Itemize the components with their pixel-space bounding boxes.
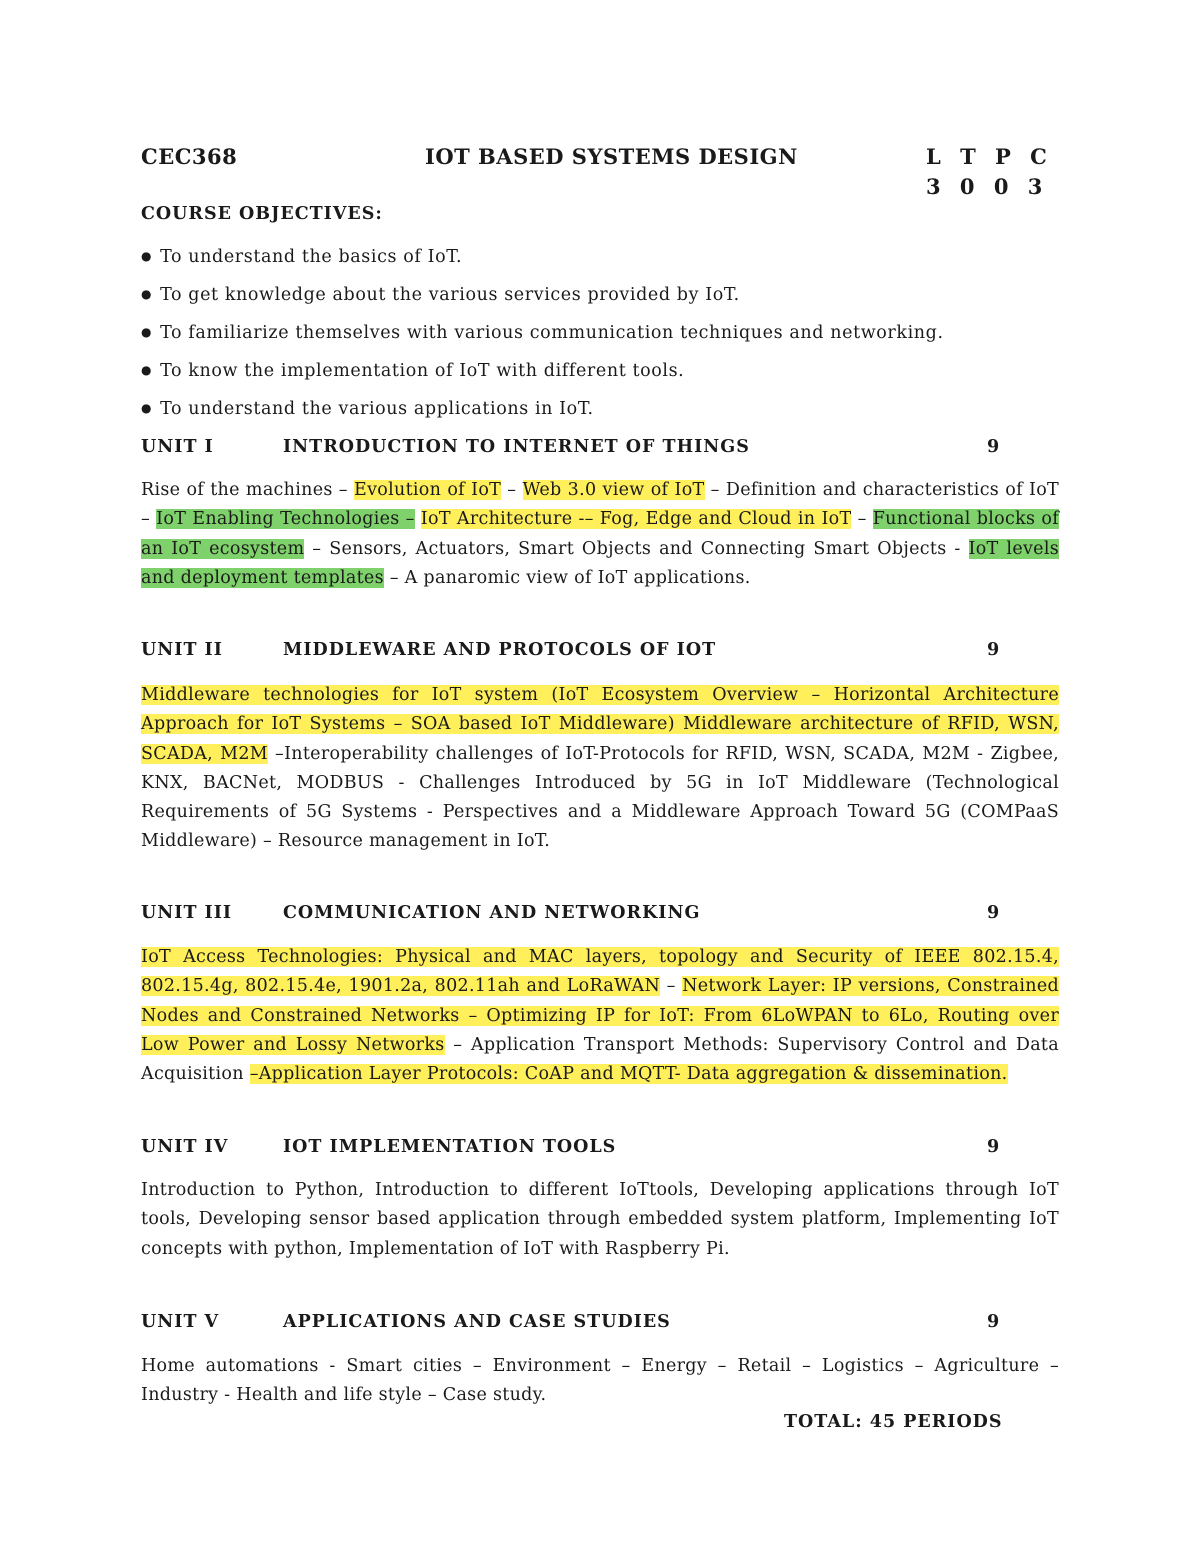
objective-text: To familiarize themselves with various communication techniques and networking. [160,323,944,343]
highlight-yellow: Network Layer: IP versions, Constrained Nodes and Constrained Networks – Optimizing IP for IoT: From 6LoWPAN to 6Lo, Routing over Low Power and Lossy Networks [141,976,1060,1055]
total-periods: TOTAL: 45 PERIODS [784,1412,1003,1432]
text-segment: – A panaromic view of IoT applications. [383,567,751,588]
course-code: CEC368 [141,144,238,169]
unit-number: UNIT I [141,437,214,457]
unit-1-content [141,476,1059,593]
text-segment: Introduction to Python, Introduction to different IoTtools, Developing applications through IoT tools, Developing sensor based application through embedded system platform, Implementing IoT concepts with python, Implementation of IoT with Raspberry Pi. [141,1180,1059,1259]
highlight-yellow: Evolution of IoT [354,480,502,500]
bullet-icon: ● [141,401,153,415]
highlight-yellow: IoT Access Technologies: Physical and MAC layers, topology and Security of IEEE 802.15.4, 802.15.4g, 802.15.4e, 1901.2a, 802.11ah and LoRaWAN [141,947,1059,997]
unit-hours: 9 [987,1312,1001,1332]
unit-hours: 9 [987,1137,1001,1157]
bullet-icon: ● [141,363,153,377]
objective-text: To get knowledge about the various services provided by IoT. [160,285,740,305]
unit-hours: 9 [987,903,1001,923]
text-segment: – Definition and characteristics of IoT – [141,480,1060,530]
objective-text: To know the implementation of IoT with different tools. [160,361,685,381]
bullet-icon: ● [141,249,153,263]
text-segment [415,509,421,529]
unit-title: MIDDLEWARE AND PROTOCOLS OF IOT [283,640,717,660]
text-segment: –Interoperability challenges of IoT-Protocols for RFID, WSN, SCADA, M2M - Zigbee, KNX, BACNet, MODBUS - Challenges Introduced by 5G in IoT Middleware (Technological Requirements of 5G Systems - Perspectives and a Middleware Approach Toward 5G (COMPaaS Middleware) – Resource management in IoT. [141,743,1059,852]
text-segment: – [501,480,523,500]
highlight-yellow: IoT Architecture -– Fog, Edge and Cloud in IoT [420,509,852,530]
text-segment: – Sensors, Actuators, Smart Objects and Connecting Smart Objects - [304,538,969,559]
text-segment: – [660,976,683,997]
unit-4-content [141,1176,1059,1264]
text-segment: – [851,509,873,530]
unit-number: UNIT IV [141,1137,229,1157]
ltpc-values: 3 0 0 3 [926,174,1049,199]
objective-item [141,399,594,419]
unit-number: UNIT II [141,640,223,660]
unit-3-content [141,943,1059,1089]
objective-item [141,285,740,305]
text-segment: Rise of the machines – [141,480,354,500]
highlight-yellow: Middleware technologies for IoT system (IoT Ecosystem Overview – Horizontal Architecture Approach for IoT Systems – SOA based IoT Middleware) Middleware architecture of RFID, WSN, SCADA, M2M [141,685,1059,764]
unit-title: INTRODUCTION TO INTERNET OF THINGS [283,437,750,457]
unit-hours: 9 [987,640,1001,660]
highlight-green: Functional blocks of an IoT ecosystem [141,509,1059,559]
highlight-green: IoT Enabling Technologies – [156,509,415,530]
objectives-heading: COURSE OBJECTIVES: [141,204,383,224]
highlight-green: IoT levels and deployment templates [141,538,1059,588]
unit-title: COMMUNICATION AND NETWORKING [283,903,701,923]
unit-title: IOT IMPLEMENTATION TOOLS [283,1137,617,1157]
objective-text: To understand the various applications in IoT. [160,399,594,419]
objective-item [141,247,462,267]
text-segment: – Application Transport Methods: Supervisory Control and Data Acquisition [141,1034,1060,1085]
unit-number: UNIT V [141,1312,220,1332]
course-title: IOT BASED SYSTEMS DESIGN [425,144,798,169]
bullet-icon: ● [141,287,153,301]
highlight-yellow: –Application Layer Protocols: CoAP and MQTT- Data aggregation & dissemination. [249,1064,1008,1085]
text-segment: Home automations - Smart cities – Environment – Energy – Retail – Logistics – Agriculture – Industry - Health and life style – Case study. [141,1356,1059,1406]
unit-5-content [141,1352,1059,1411]
unit-hours: 9 [987,437,1001,457]
highlight-yellow: Web 3.0 view of IoT [522,480,705,500]
ltpc-label: L T P C [926,144,1053,169]
objective-item [141,361,684,381]
unit-2-content [141,681,1059,857]
objective-text: To understand the basics of IoT. [160,247,463,267]
bullet-icon: ● [141,325,153,339]
objective-item [141,323,944,343]
unit-number: UNIT III [141,903,233,923]
unit-title: APPLICATIONS AND CASE STUDIES [283,1312,671,1332]
